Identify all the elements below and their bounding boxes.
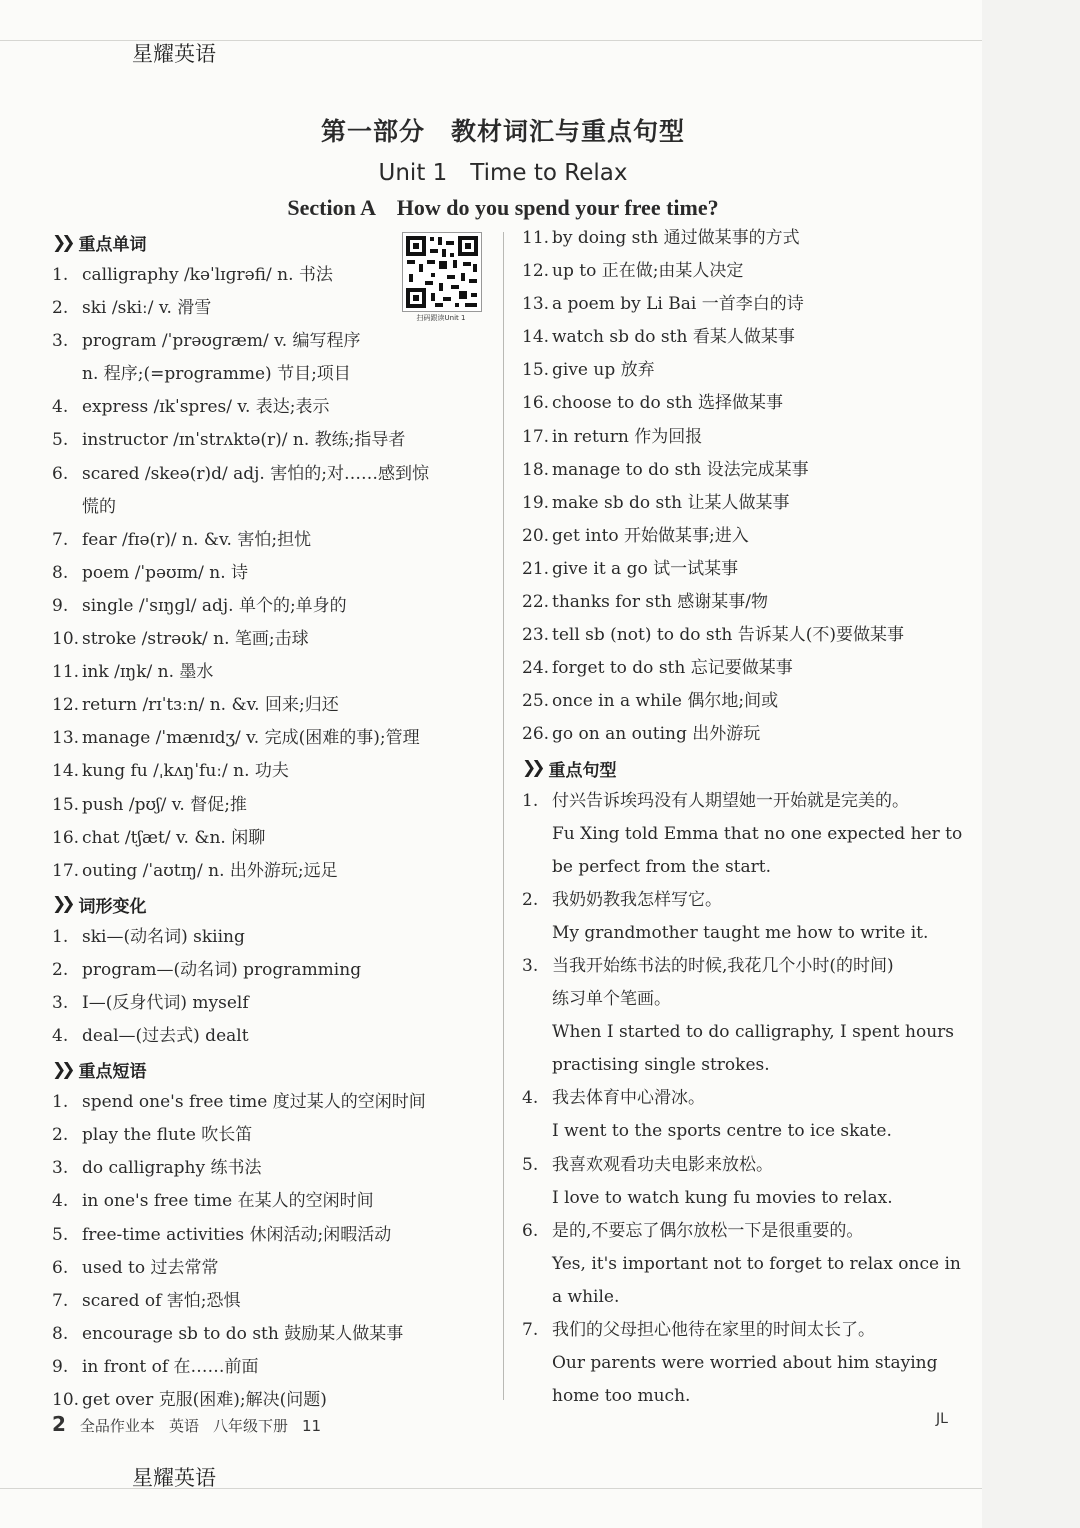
item-number (52, 491, 82, 524)
sentence-text: I love to watch kung fu movies to relax. (552, 1187, 893, 1208)
left-column (52, 226, 492, 1417)
item-text: push /pʊʃ/ v. 督促;推 (82, 794, 247, 815)
sentence-text: 我喜欢观看功夫电影来放松。 (552, 1154, 773, 1175)
item-number: 1. (522, 790, 539, 811)
item-text: fear /fɪə(r)/ n. &v. 害怕;担忧 (82, 529, 312, 550)
item-number: 2. (52, 959, 69, 980)
sentence-item (522, 785, 957, 818)
part-title: 第一部分 教材词汇与重点句型 (320, 117, 685, 146)
list-item (52, 557, 492, 590)
sentence-text: 付兴告诉埃玛没有人期望她一开始就是完美的。 (552, 790, 909, 811)
sentence-text: a while. (552, 1286, 620, 1307)
item-number: 1. (52, 265, 69, 285)
item-number (522, 917, 552, 950)
list-item (52, 491, 492, 524)
double-chevron-icon: ❯❯ (52, 232, 71, 253)
item-text: ski /skiː/ v. 滑雪 (82, 298, 212, 319)
item-number: 19. (522, 492, 550, 513)
item-number: 3. (52, 331, 69, 352)
sentence-text: 我去体育中心滑冰。 (552, 1088, 705, 1109)
words-heading-label: 重点单词 (78, 235, 147, 255)
item-text: once in a while 偶尔地;间或 (552, 691, 779, 712)
item-text: do calligraphy 练书法 (82, 1158, 262, 1179)
sentence-text: 练习单个笔画。 (552, 989, 671, 1010)
sentence-text: When I started to do calligraphy, I spent hours (552, 1022, 954, 1043)
forms-heading-label: 词形变化 (78, 896, 147, 917)
item-number: 18. (522, 459, 550, 480)
item-text: up to 正在做;由某人决定 (552, 261, 744, 282)
item-text: 慌的 (82, 496, 116, 517)
list-item (52, 259, 492, 292)
item-text: scared /skeə(r)d/ adj. 害怕的;对……感到惊 (82, 463, 429, 484)
item-number: 14. (52, 761, 80, 782)
list-item (52, 1020, 492, 1053)
book-name: 全品作业本 (79, 1417, 155, 1435)
sentences-heading-label: 重点句型 (548, 760, 617, 781)
sentence-line (522, 1182, 957, 1215)
sentence-text: Yes, it's important not to forget to relax once in (552, 1253, 961, 1274)
list-item (52, 1119, 492, 1152)
item-number: 3. (52, 992, 69, 1013)
item-number: 13. (52, 728, 80, 749)
item-text: get into 开始做某事;进入 (552, 525, 749, 546)
list-item (522, 685, 957, 718)
list-item (522, 454, 957, 487)
sentence-line (522, 1380, 957, 1413)
section-title: Section A How do you spend your free time? (287, 195, 719, 220)
item-number (52, 358, 82, 391)
list-item (522, 421, 957, 454)
item-number (522, 851, 552, 884)
footer (52, 1412, 321, 1436)
item-text: return /rɪˈtɜːn/ n. &v. 回来;归还 (82, 695, 339, 716)
list-item (52, 1185, 492, 1218)
item-number: 4. (522, 1088, 539, 1109)
item-text: poem /ˈpəʊɪm/ n. 诗 (82, 562, 249, 583)
sentence-item (522, 1082, 957, 1115)
item-number: 11. (522, 228, 550, 248)
item-number: 8. (52, 1323, 69, 1344)
item-number: 17. (52, 860, 80, 881)
item-text: free-time activities 休闲活动;闲暇活动 (82, 1224, 392, 1245)
footer-number: 11 (301, 1417, 322, 1435)
item-text: used to 过去常常 (82, 1257, 219, 1278)
item-number: 1. (52, 1092, 69, 1113)
item-text: manage to do sth 设法完成某事 (552, 459, 809, 480)
item-number: 7. (522, 1320, 539, 1340)
sentence-text: Fu Xing told Emma that no one expected her to (552, 823, 963, 844)
list-item (52, 789, 492, 822)
sentence-item (522, 1314, 957, 1347)
item-number: 12. (522, 261, 550, 282)
watermark-bottom: 星耀英语 (132, 1466, 216, 1490)
list-item (52, 1219, 492, 1252)
item-text: deal—(过去式) dealt (82, 1026, 249, 1047)
list-item (522, 652, 957, 685)
phrases-heading-label: 重点短语 (78, 1062, 147, 1083)
right-column (522, 222, 963, 1413)
item-number: 14. (522, 327, 550, 348)
list-item (52, 822, 492, 855)
item-number (522, 983, 552, 1016)
sentence-item (522, 1215, 957, 1248)
sentence-text: be perfect from the start. (552, 856, 771, 877)
item-number: 5. (522, 1154, 539, 1175)
list-item (522, 619, 957, 652)
item-text: outing /ˈaʊtɪŋ/ n. 出外游玩;远足 (82, 860, 338, 881)
item-number: 12. (52, 695, 80, 716)
item-number: 5. (52, 430, 69, 451)
list-item (52, 292, 492, 325)
item-text: scared of 害怕;恐惧 (82, 1290, 241, 1311)
item-text: thanks for sth 感谢某事/物 (552, 592, 768, 613)
item-text: chat /tʃæt/ v. &n. 闲聊 (82, 827, 266, 848)
item-number: 17. (522, 426, 550, 447)
unit-title: Unit 1 Time to Relax (378, 160, 628, 186)
list-item (522, 255, 957, 288)
item-number (522, 1380, 552, 1413)
item-text: watch sb do sth 看某人做某事 (552, 327, 795, 348)
list-item (52, 1351, 492, 1384)
item-text: I—(反身代词) myself (82, 992, 249, 1013)
sentence-text: My grandmother taught me how to write it. (552, 922, 929, 943)
list-item (52, 954, 492, 987)
item-text: by doing sth 通过做某事的方式 (552, 228, 800, 248)
item-text: tell sb (not) to do sth 告诉某人(不)要做某事 (552, 625, 905, 646)
item-number: 16. (52, 827, 80, 848)
item-number: 8. (52, 562, 69, 583)
item-number: 5. (52, 1224, 69, 1245)
item-number: 6. (52, 1257, 69, 1278)
list-item (52, 358, 492, 391)
list-item (522, 718, 957, 751)
sentence-text: 我奶奶教我怎样写它。 (552, 889, 722, 910)
item-number: 25. (522, 691, 550, 712)
item-text: instructor /ɪnˈstrʌktə(r)/ n. 教练;指导者 (82, 430, 406, 451)
item-number: 26. (522, 724, 550, 745)
item-number: 13. (522, 294, 550, 315)
sentence-text: practising single strokes. (552, 1055, 770, 1076)
item-text: play the flute 吹长笛 (82, 1125, 253, 1146)
list-item (52, 1252, 492, 1285)
item-number (522, 1182, 552, 1215)
list-item (522, 586, 957, 619)
double-chevron-icon: ❯❯ (52, 1059, 71, 1080)
item-text: forget to do sth 忘记要做某事 (552, 658, 793, 679)
sentence-line (522, 1115, 957, 1148)
list-item (52, 623, 492, 656)
item-text: make sb do sth 让某人做某事 (552, 492, 790, 513)
qr-caption: 扫码跟读Unit 1 (416, 314, 466, 322)
item-number: 1. (52, 926, 69, 947)
item-text: calligraphy /kəˈlɪɡrəfi/ n. 书法 (82, 265, 333, 285)
sentence-line (522, 1347, 957, 1380)
item-number: 22. (522, 592, 550, 613)
list-item (52, 755, 492, 788)
item-number: 10. (52, 1390, 80, 1410)
sentence-line (522, 1281, 957, 1314)
phrases-heading (52, 1053, 492, 1086)
list-item (522, 387, 957, 420)
list-item (522, 222, 957, 255)
sentence-text: Our parents were worried about him staying (552, 1353, 938, 1374)
item-number: 21. (522, 558, 550, 579)
sentence-item (522, 884, 957, 917)
list-item (52, 656, 492, 689)
item-text: choose to do sth 选择做某事 (552, 393, 784, 414)
sentence-line (522, 1248, 961, 1281)
sentence-line (522, 1016, 957, 1049)
list-item (522, 321, 957, 354)
list-item (52, 921, 492, 954)
item-text: in front of 在……前面 (82, 1356, 259, 1377)
item-text: n. 程序;(=programme) 节目;项目 (82, 364, 351, 385)
sentence-line (522, 851, 957, 884)
item-number: 9. (52, 595, 69, 616)
sentence-line (522, 983, 957, 1016)
item-text: go on an outing 出外游玩 (552, 724, 761, 745)
list-item (522, 288, 957, 321)
list-item (52, 424, 492, 457)
item-number: 15. (522, 360, 550, 381)
item-text: in one's free time 在某人的空闲时间 (82, 1191, 374, 1212)
list-item (52, 524, 492, 557)
forms-list (52, 921, 492, 1053)
sentence-text: 我们的父母担心他待在家里的时间太长了。 (552, 1320, 875, 1340)
grade-name: 八年级下册 (212, 1417, 288, 1435)
item-text: in return 作为回报 (552, 426, 703, 447)
list-item (522, 553, 957, 586)
item-number: 7. (52, 1290, 69, 1311)
sentences-heading (522, 752, 957, 785)
list-item (52, 1318, 492, 1351)
item-number: 16. (522, 393, 550, 414)
item-number (522, 1115, 552, 1148)
list-item (52, 855, 492, 888)
item-number (522, 1248, 552, 1281)
sentence-text: 是的,不要忘了偶尔放松一下是很重要的。 (552, 1220, 864, 1241)
item-text: a poem by Li Bai 一首李白的诗 (552, 294, 804, 315)
list-item (522, 520, 957, 553)
item-number: 3. (522, 955, 539, 976)
list-item (52, 1285, 492, 1318)
item-text: program /ˈprəʊɡræm/ v. 编写程序 (82, 331, 361, 352)
item-number (522, 1347, 552, 1380)
item-number: 6. (52, 463, 69, 484)
item-number: 24. (522, 658, 550, 679)
item-number: 4. (52, 397, 69, 418)
item-number: 2. (52, 1125, 69, 1146)
subject-name: 英语 (168, 1417, 199, 1435)
item-number: 15. (52, 794, 80, 815)
list-item (522, 487, 957, 520)
double-chevron-icon: ❯❯ (522, 758, 541, 778)
sentence-line (522, 1049, 957, 1082)
words-heading (52, 226, 492, 259)
item-number: 20. (522, 525, 550, 546)
item-number: 4. (52, 1191, 69, 1212)
sentence-text: 当我开始练书法的时候,我花几个小时(的时间) (552, 955, 894, 976)
item-text: ink /ɪŋk/ n. 墨水 (82, 662, 214, 683)
item-text: kung fu /ˌkʌŋˈfuː/ n. 功夫 (82, 761, 289, 782)
sentence-line (522, 917, 957, 950)
phrases-list-right (522, 222, 957, 752)
double-chevron-icon: ❯❯ (52, 894, 71, 915)
sentence-line (522, 818, 963, 851)
list-item (52, 722, 492, 755)
item-text: program—(动名词) programming (82, 959, 362, 980)
item-text: stroke /strəʊk/ n. 笔画;击球 (82, 629, 309, 650)
item-text: encourage sb to do sth 鼓励某人做某事 (82, 1323, 404, 1344)
list-item (52, 590, 492, 623)
item-text: express /ɪkˈspres/ v. 表达;表示 (82, 397, 330, 418)
item-number: 4. (52, 1026, 69, 1047)
item-text: give it a go 试一试某事 (552, 558, 739, 579)
list-item (52, 1152, 492, 1185)
item-text: ski—(动名词) skiing (82, 926, 245, 947)
item-number: 6. (522, 1220, 539, 1241)
item-text: manage /ˈmænɪdʒ/ v. 完成(困难的事);管理 (82, 728, 420, 749)
item-number (522, 818, 552, 851)
sentences-list (522, 785, 963, 1414)
item-number: 2. (52, 298, 69, 319)
item-number: 3. (52, 1158, 69, 1179)
item-number (522, 1049, 552, 1082)
list-item (52, 325, 492, 358)
item-text: single /ˈsɪŋɡl/ adj. 单个的;单身的 (82, 595, 347, 616)
forms-heading (52, 888, 492, 921)
edition-code: JL (936, 1411, 948, 1427)
list-item (522, 354, 957, 387)
item-number: 11. (52, 662, 80, 683)
phrases-list-left (52, 1086, 492, 1417)
list-item (52, 689, 492, 722)
list-item (52, 458, 492, 491)
sentence-text: I went to the sports centre to ice skate. (552, 1121, 892, 1142)
item-number: 23. (522, 625, 550, 646)
sentence-item (522, 1149, 957, 1182)
list-item (52, 987, 492, 1020)
sentence-text: home too much. (552, 1386, 691, 1407)
item-text: give up 放弃 (552, 360, 655, 381)
item-number: 2. (522, 889, 539, 910)
item-number (522, 1281, 552, 1314)
scan-margin (982, 0, 1080, 1528)
column-divider (503, 232, 504, 1400)
item-text: spend one's free time 度过某人的空闲时间 (82, 1092, 426, 1113)
item-number (522, 1016, 552, 1049)
words-list (52, 259, 492, 888)
item-number: 9. (52, 1356, 69, 1377)
page-number: 2 (52, 1412, 66, 1436)
list-item (52, 391, 492, 424)
sentence-item (522, 950, 957, 983)
item-number: 10. (52, 629, 80, 650)
watermark-top: 星耀英语 (132, 42, 216, 66)
list-item (52, 1086, 492, 1119)
item-number: 7. (52, 529, 69, 550)
item-text: get over 克服(困难);解决(问题) (82, 1390, 327, 1410)
